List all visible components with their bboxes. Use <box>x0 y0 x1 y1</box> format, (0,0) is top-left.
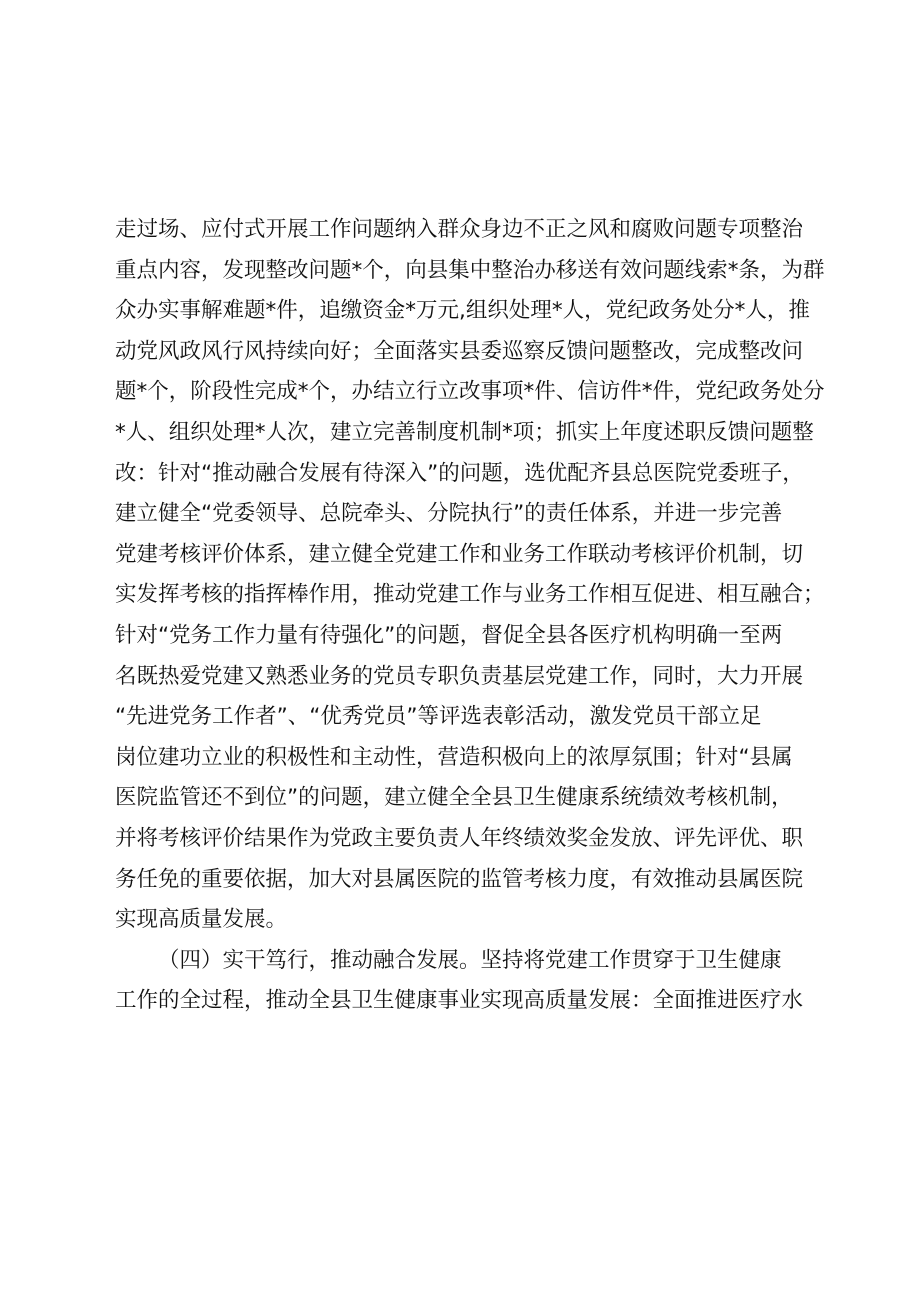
text-line: 题*个，阶段性完成*个，办结立行立改事项*件、信访件*件，党纪政务处分 <box>115 379 825 405</box>
text-line: 重点内容，发现整改问题*个，向县集中整治办移送有效问题线索*条，为群 <box>115 257 825 283</box>
paragraph-heading-line: （四）实干笃行，推动融合发展。坚持将党建工作贯穿于卫生健康 <box>158 947 782 973</box>
text-line: 众办实事解难题*件，追缴资金*万元,组织处理*人，党纪政务处分*人，推 <box>115 298 810 324</box>
text-line: 医院监管还不到位”的问题，建立健全全县卫生健康系统绩效考核机制， <box>115 785 793 811</box>
body-text <box>115 210 835 1022</box>
text-line: 并将考核评价结果作为党政主要负责人年终绩效奖金发放、评先评优、职 <box>115 825 804 851</box>
text-line: 岗位建功立业的积极性和主动性，营造积极向上的浓厚氛围；针对“县属 <box>115 744 793 770</box>
text-line: 名既热爱党建又熟悉业务的党员专职负责基层党建工作，同时，大力开展 <box>115 663 804 689</box>
text-line: 党建考核评价体系，建立健全党建工作和业务工作联动考核评价机制，切 <box>115 541 804 567</box>
text-line: 走过场、应付式开展工作问题纳入群众身边不正之风和腐败问题专项整治 <box>115 217 804 242</box>
text-line: 针对“党务工作力量有待强化”的问题，督促全县各医疗机构明确一至两 <box>115 622 783 648</box>
text-line: “先进党务工作者”、“优秀党员”等评选表彰活动，激发党员干部立足 <box>115 704 762 730</box>
text-line: 动党风政风行风持续向好；全面落实县委巡察反馈问题整改，完成整改问 <box>115 338 804 364</box>
text-line: *人、组织处理*人次，建立完善制度机制*项；抓实上年度述职反馈问题整 <box>115 419 814 445</box>
text-line: 改：针对“推动融合发展有待深入”的问题，选优配齐县总医院党委班子， <box>115 460 804 486</box>
text-line: 务任免的重要依据，加大对县属医院的监管考核力度，有效推动县属医院 <box>115 866 804 892</box>
text-line: 建立健全“党委领导、总院牵头、分院执行”的责任体系，并进一步完善 <box>115 501 783 527</box>
text-line: 实发挥考核的指挥棒作用，推动党建工作与业务工作相互促进、相互融合； <box>115 582 825 608</box>
text-line: 实现高质量发展。 <box>115 907 288 933</box>
text-line: 工作的全过程，推动全县卫生健康事业实现高质量发展：全面推进医疗水 <box>115 988 804 1014</box>
